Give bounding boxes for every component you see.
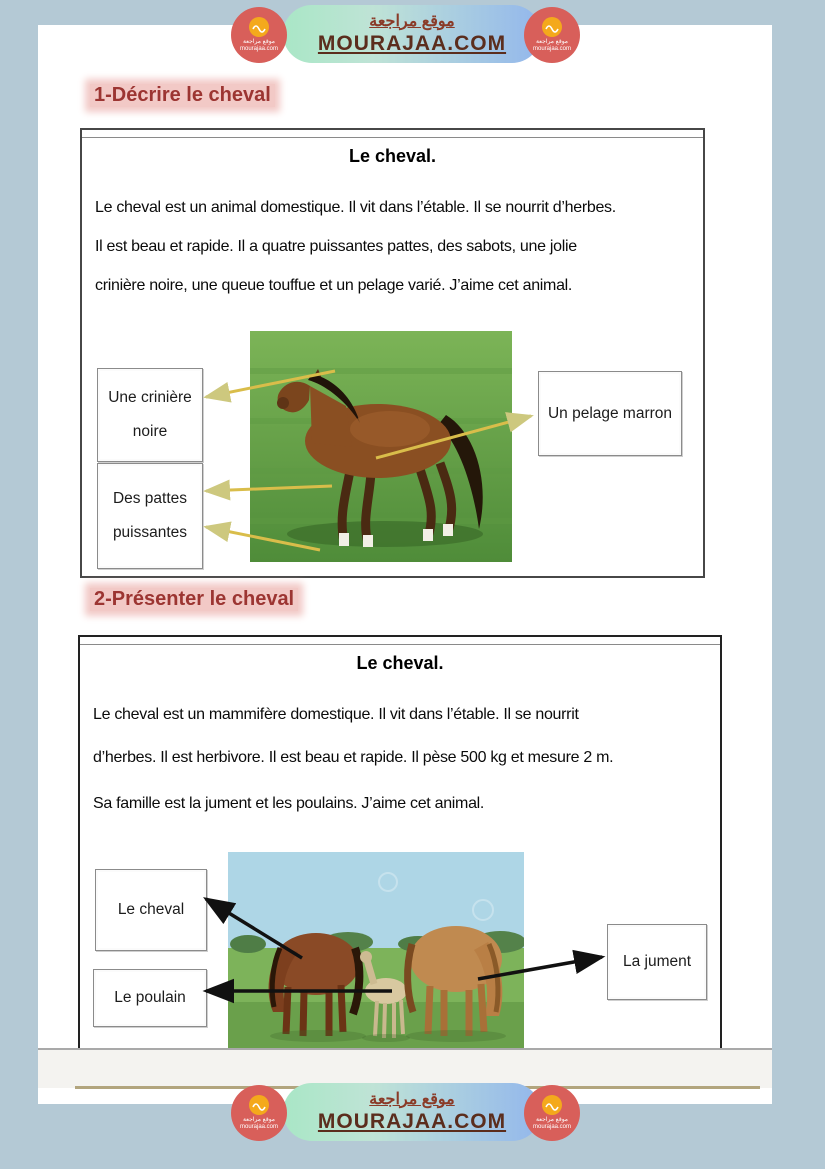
section1-paragraph: [95, 188, 616, 305]
brand-badge-right: [524, 1085, 580, 1141]
horse-photo: [250, 331, 512, 562]
section2-paragraph: [93, 693, 613, 779]
brand-pill: [283, 1083, 541, 1141]
badge-url-text: mourajaa.com: [532, 46, 571, 52]
label-mare: La jument: [607, 924, 707, 1000]
brand-arabic-title: موقع مراجعة: [369, 1090, 455, 1108]
paragraph-line: crinière noire, une queue touffue et un pelage varié. J’aime cet animal.: [95, 277, 573, 294]
brand-arabic-title: موقع مراجعة: [369, 12, 455, 30]
paragraph-line: Le cheval est un mammifère domestique. Il vit dans l’étable. Il se nourrit: [93, 706, 579, 723]
label-foal: Le poulain: [93, 969, 207, 1027]
header-branding: [0, 0, 825, 72]
label-legs: Des pattes puissantes: [97, 463, 203, 569]
badge-logo-icon: [542, 17, 562, 37]
badge-url-text: mourajaa.com: [239, 46, 278, 52]
brand-badge-right: [524, 7, 580, 63]
section1-box-title: Le cheval.: [348, 146, 437, 166]
section2-heading: 2-Présenter le cheval: [90, 588, 298, 611]
badge-arabic-text: موقع مراجعة: [242, 39, 276, 46]
brand-badge-left: [231, 1085, 287, 1141]
paragraph-line: d’herbes. Il est herbivore. Il est beau et rapide. Il pèse 500 kg et mesure 2 m.: [93, 749, 614, 766]
section1-heading: 1-Décrire le cheval: [90, 84, 275, 107]
badge-url-text: mourajaa.com: [532, 1124, 571, 1130]
section2-box-title: Le cheval.: [356, 653, 444, 673]
brand-pill: [283, 5, 541, 63]
badge-logo-icon: [249, 17, 269, 37]
brand-badge-left: [231, 7, 287, 63]
badge-arabic-text: موقع مراجعة: [535, 1117, 569, 1124]
horses-family-photo: [228, 852, 524, 1050]
paragraph-line: Il est beau et rapide. Il a quatre puissantes pattes, des sabots, une jolie: [95, 238, 577, 255]
brand-site-link[interactable]: MOURAJAA.COM: [317, 32, 507, 55]
section2-paragraph2: Sa famille est la jument et les poulains. J’aime cet animal.: [93, 795, 485, 812]
badge-url-text: mourajaa.com: [239, 1124, 278, 1130]
label-mane: Une crinière noire: [97, 368, 203, 462]
badge-logo-icon: [249, 1095, 269, 1115]
horses-illustration: [228, 852, 524, 1050]
paragraph-line: Le cheval est un animal domestique. Il vit dans l’étable. Il se nourrit d’herbes.: [95, 199, 616, 216]
label-coat: Un pelage marron: [538, 371, 682, 456]
horse-illustration: [250, 331, 512, 562]
footer-branding: [0, 1078, 825, 1150]
badge-arabic-text: موقع مراجعة: [242, 1117, 276, 1124]
badge-logo-icon: [542, 1095, 562, 1115]
badge-arabic-text: موقع مراجعة: [535, 39, 569, 46]
label-horse: Le cheval: [95, 869, 207, 951]
brand-site-link[interactable]: MOURAJAA.COM: [317, 1110, 507, 1133]
